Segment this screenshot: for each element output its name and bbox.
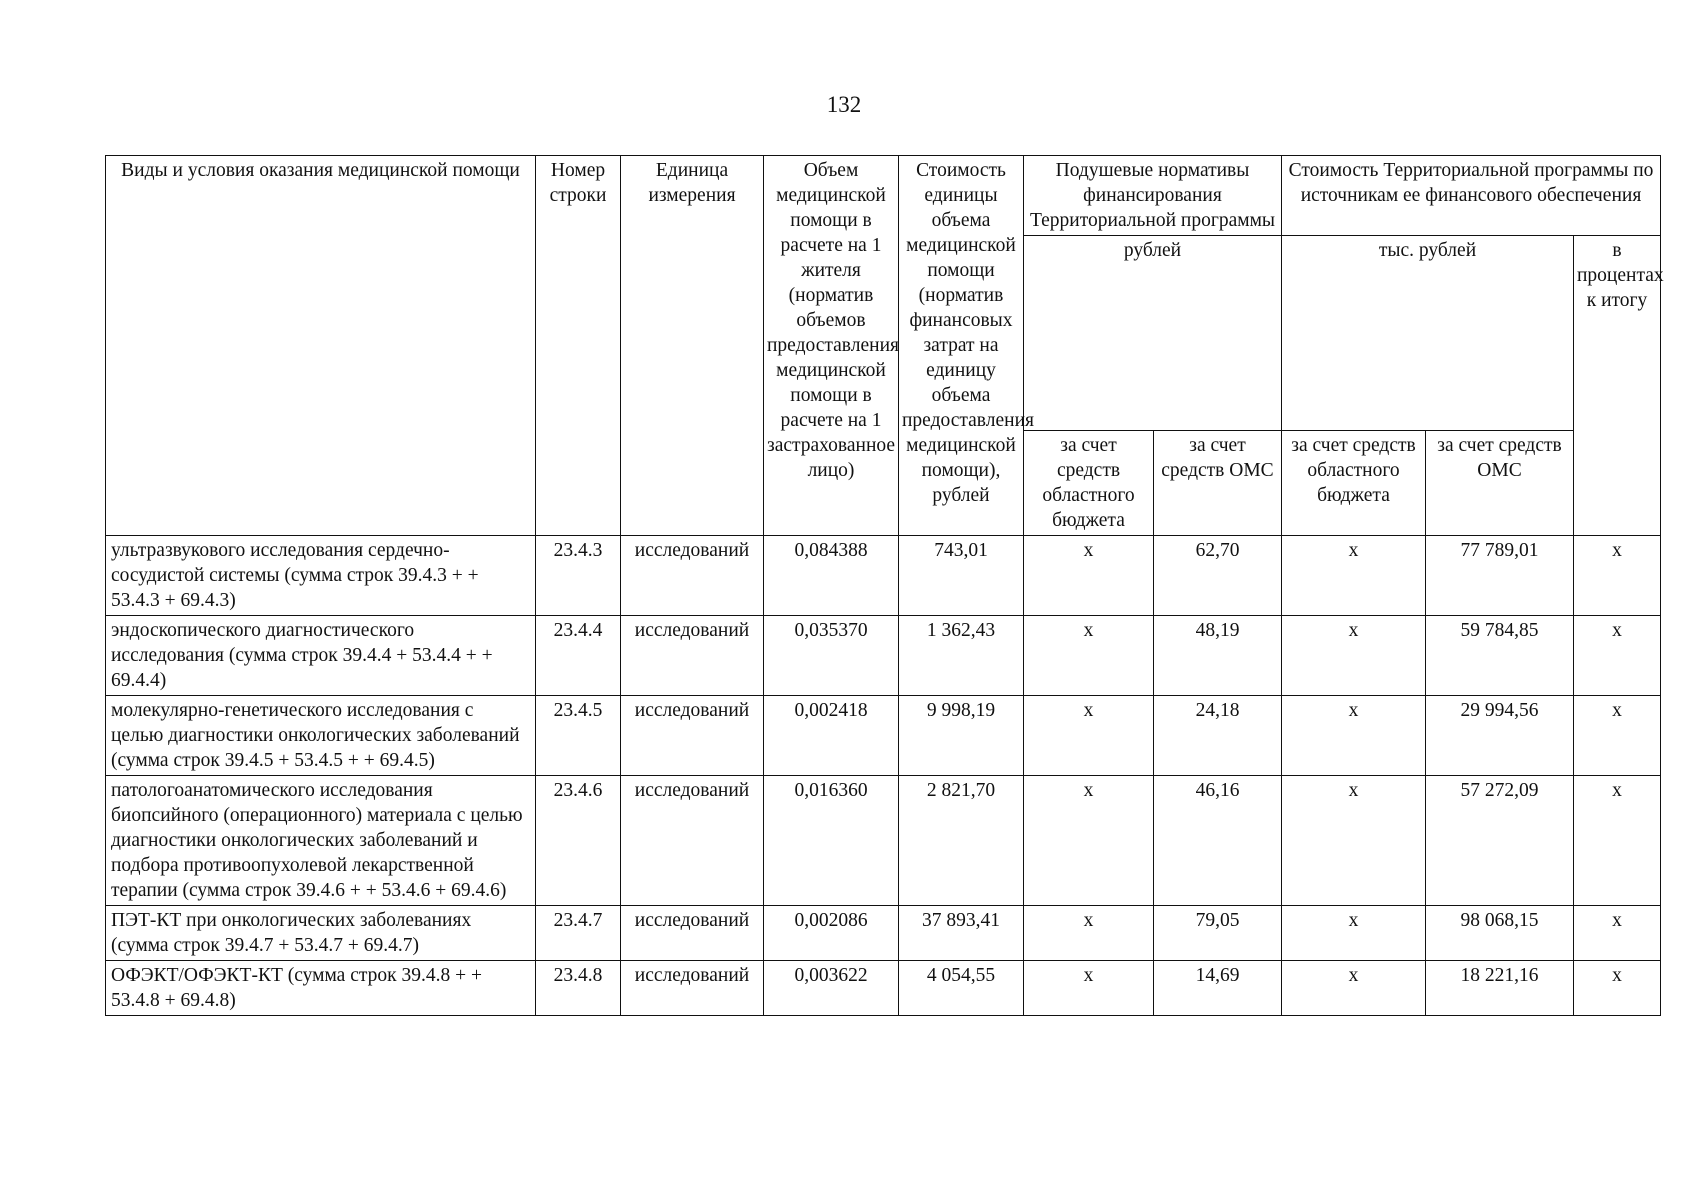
cell-pc-oms: 79,05 [1154,906,1282,961]
header-percent-of-total: в процентах к итогу [1574,236,1661,536]
header-total-regional-budget: за счет средств областного бюджета [1282,431,1426,536]
table-row [106,961,1661,1016]
table-row [106,536,1661,616]
header-row-number: Номер строки [536,156,621,536]
cell-total-oms: 57 272,09 [1426,776,1574,906]
header-total-oms: за счет средств ОМС [1426,431,1574,536]
cell-percent: х [1574,776,1661,906]
cell-row-number: 23.4.4 [536,616,621,696]
cell-unit: исследований [621,961,764,1016]
cell-total-budget: х [1282,536,1426,616]
cell-unit: исследований [621,696,764,776]
cell-unit: исследований [621,616,764,696]
cell-volume: 0,002086 [764,906,899,961]
header-pc-regional-budget: за счет средств областного бюджета [1024,431,1154,536]
header-volume-norm: Объем медицинской помощи в расчете на 1 жителя (норматив объемов предоставления медицинской помощи в расчете на 1 застрахованное лицо) [764,156,899,536]
cell-pc-budget: х [1024,696,1154,776]
cell-total-budget: х [1282,616,1426,696]
cell-unit-cost: 9 998,19 [899,696,1024,776]
cell-pc-budget: х [1024,776,1154,906]
cell-total-oms: 18 221,16 [1426,961,1574,1016]
cell-pc-budget: х [1024,616,1154,696]
cell-unit: исследований [621,776,764,906]
cell-percent: х [1574,696,1661,776]
cell-pc-oms: 48,19 [1154,616,1282,696]
cell-row-number: 23.4.8 [536,961,621,1016]
cell-unit: исследований [621,906,764,961]
cell-unit-cost: 2 821,70 [899,776,1024,906]
cell-total-budget: х [1282,696,1426,776]
header-pc-oms: за счет средств ОМС [1154,431,1282,536]
header-type-of-care: Виды и условия оказания медицинской помощи [106,156,536,536]
table-row [106,906,1661,961]
cell-percent: х [1574,536,1661,616]
cell-total-oms: 77 789,01 [1426,536,1574,616]
cell-unit-cost: 743,01 [899,536,1024,616]
cell-total-budget: х [1282,906,1426,961]
cell-percent: х [1574,906,1661,961]
cell-volume: 0,003622 [764,961,899,1016]
cell-row-number: 23.4.7 [536,906,621,961]
header-unit-thousand-rubles: тыс. рублей [1282,236,1574,431]
cell-pc-budget: х [1024,536,1154,616]
cell-pc-oms: 46,16 [1154,776,1282,906]
cell-unit-cost: 4 054,55 [899,961,1024,1016]
cell-percent: х [1574,961,1661,1016]
page-number: 132 [826,92,862,117]
cell-total-oms: 59 784,85 [1426,616,1574,696]
table-row [106,696,1661,776]
cell-type-of-care: эндоскопического диагностического исследования (сумма строк 39.4.4 + 53.4.4 + + 69.4.4) [106,616,536,696]
cell-row-number: 23.4.3 [536,536,621,616]
cell-unit-cost: 1 362,43 [899,616,1024,696]
cell-volume: 0,016360 [764,776,899,906]
cell-unit-cost: 37 893,41 [899,906,1024,961]
cell-type-of-care: ультразвукового исследования сердечно-сосудистой системы (сумма строк 39.4.3 + + 53.4.3 + 69.4.3) [106,536,536,616]
header-unit: Единица измерения [621,156,764,536]
header-program-cost: Стоимость Территориальной программы по источникам ее финансового обеспечения [1282,156,1661,236]
cell-total-budget: х [1282,961,1426,1016]
cell-volume: 0,035370 [764,616,899,696]
cell-volume: 0,084388 [764,536,899,616]
cell-pc-budget: х [1024,906,1154,961]
cell-type-of-care: ПЭТ-КТ при онкологических заболеваниях (сумма строк 39.4.7 + 53.4.7 + 69.4.7) [106,906,536,961]
cell-total-budget: х [1282,776,1426,906]
cell-pc-budget: х [1024,961,1154,1016]
financing-table [105,155,1664,1016]
cell-type-of-care: ОФЭКТ/ОФЭКТ-КТ (сумма строк 39.4.8 + + 53.4.8 + 69.4.8) [106,961,536,1016]
cell-total-oms: 29 994,56 [1426,696,1574,776]
cell-volume: 0,002418 [764,696,899,776]
cell-row-number: 23.4.5 [536,696,621,776]
cell-pc-oms: 24,18 [1154,696,1282,776]
table-row [106,776,1661,906]
cell-type-of-care: молекулярно-генетического исследования с целью диагностики онкологических заболеваний (сумма строк 39.4.5 + 53.4.5 + + 69.4.5) [106,696,536,776]
cell-row-number: 23.4.6 [536,776,621,906]
cell-unit: исследований [621,536,764,616]
header-unit-rubles: рублей [1024,236,1282,431]
cell-total-oms: 98 068,15 [1426,906,1574,961]
cell-type-of-care: патологоанатомического исследования биопсийного (операционного) материала с целью диагностики онкологических заболеваний и подбора противоопухолевой лекарственной терапии (сумма строк 39.4.6 + + 53.4.6 + 69.4.6) [106,776,536,906]
cell-pc-oms: 62,70 [1154,536,1282,616]
header-per-capita-norms: Подушевые нормативы финансирования Территориальной программы [1024,156,1282,236]
header-unit-cost: Стоимость единицы объема медицинской помощи (норматив финансовых затрат на единицу объема предоставления медицинской помощи), рублей [899,156,1024,536]
table-row [106,616,1661,696]
cell-pc-oms: 14,69 [1154,961,1282,1016]
cell-percent: х [1574,616,1661,696]
